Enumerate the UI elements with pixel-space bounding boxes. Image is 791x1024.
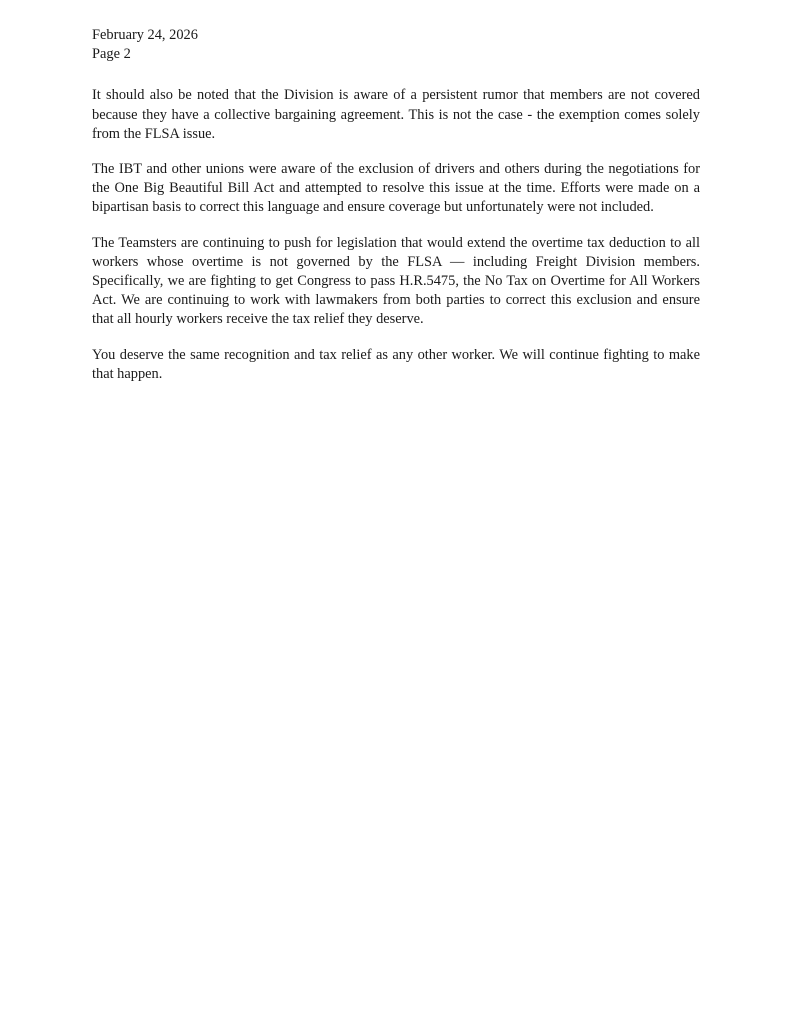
letter-header [92, 26, 700, 64]
letter-date: February 24, 2026 [92, 27, 198, 43]
letter-body [92, 26, 700, 384]
paragraph-closing: You deserve the same recognition and tax relief as any other worker. We will continue fighting to make that happen. [92, 346, 700, 382]
page-number: Page 2 [92, 46, 131, 63]
paragraph-rumor-clarification: It should also be noted that the Division is aware of a persistent rumor that members are not covered because they have a collective bargaining agreement. This is not the case - the exemption comes solely from the FLSA issue. [92, 87, 700, 142]
paragraph-legislation: The Teamsters are continuing to push for legislation that would extend the overtime tax deduction to all workers whose overtime is not governed by the FLSA — including Freight Division members. Specifically, we are fighting to get Congress to pass H.R.5475, the No Tax on Overtime for All Workers Act. We are continuing to work with lawmakers from both parties to correct this exclusion and ensure that all hourly workers receive the tax relief they deserve. [92, 234, 700, 328]
paragraph-negotiations: The IBT and other unions were aware of the exclusion of drivers and others during the negotiations for the One Big Beautiful Bill Act and attempted to resolve this issue at the time. Efforts were made on a bipartisan basis to correct this language and ensure coverage but unfortunately were not included. [92, 161, 700, 216]
